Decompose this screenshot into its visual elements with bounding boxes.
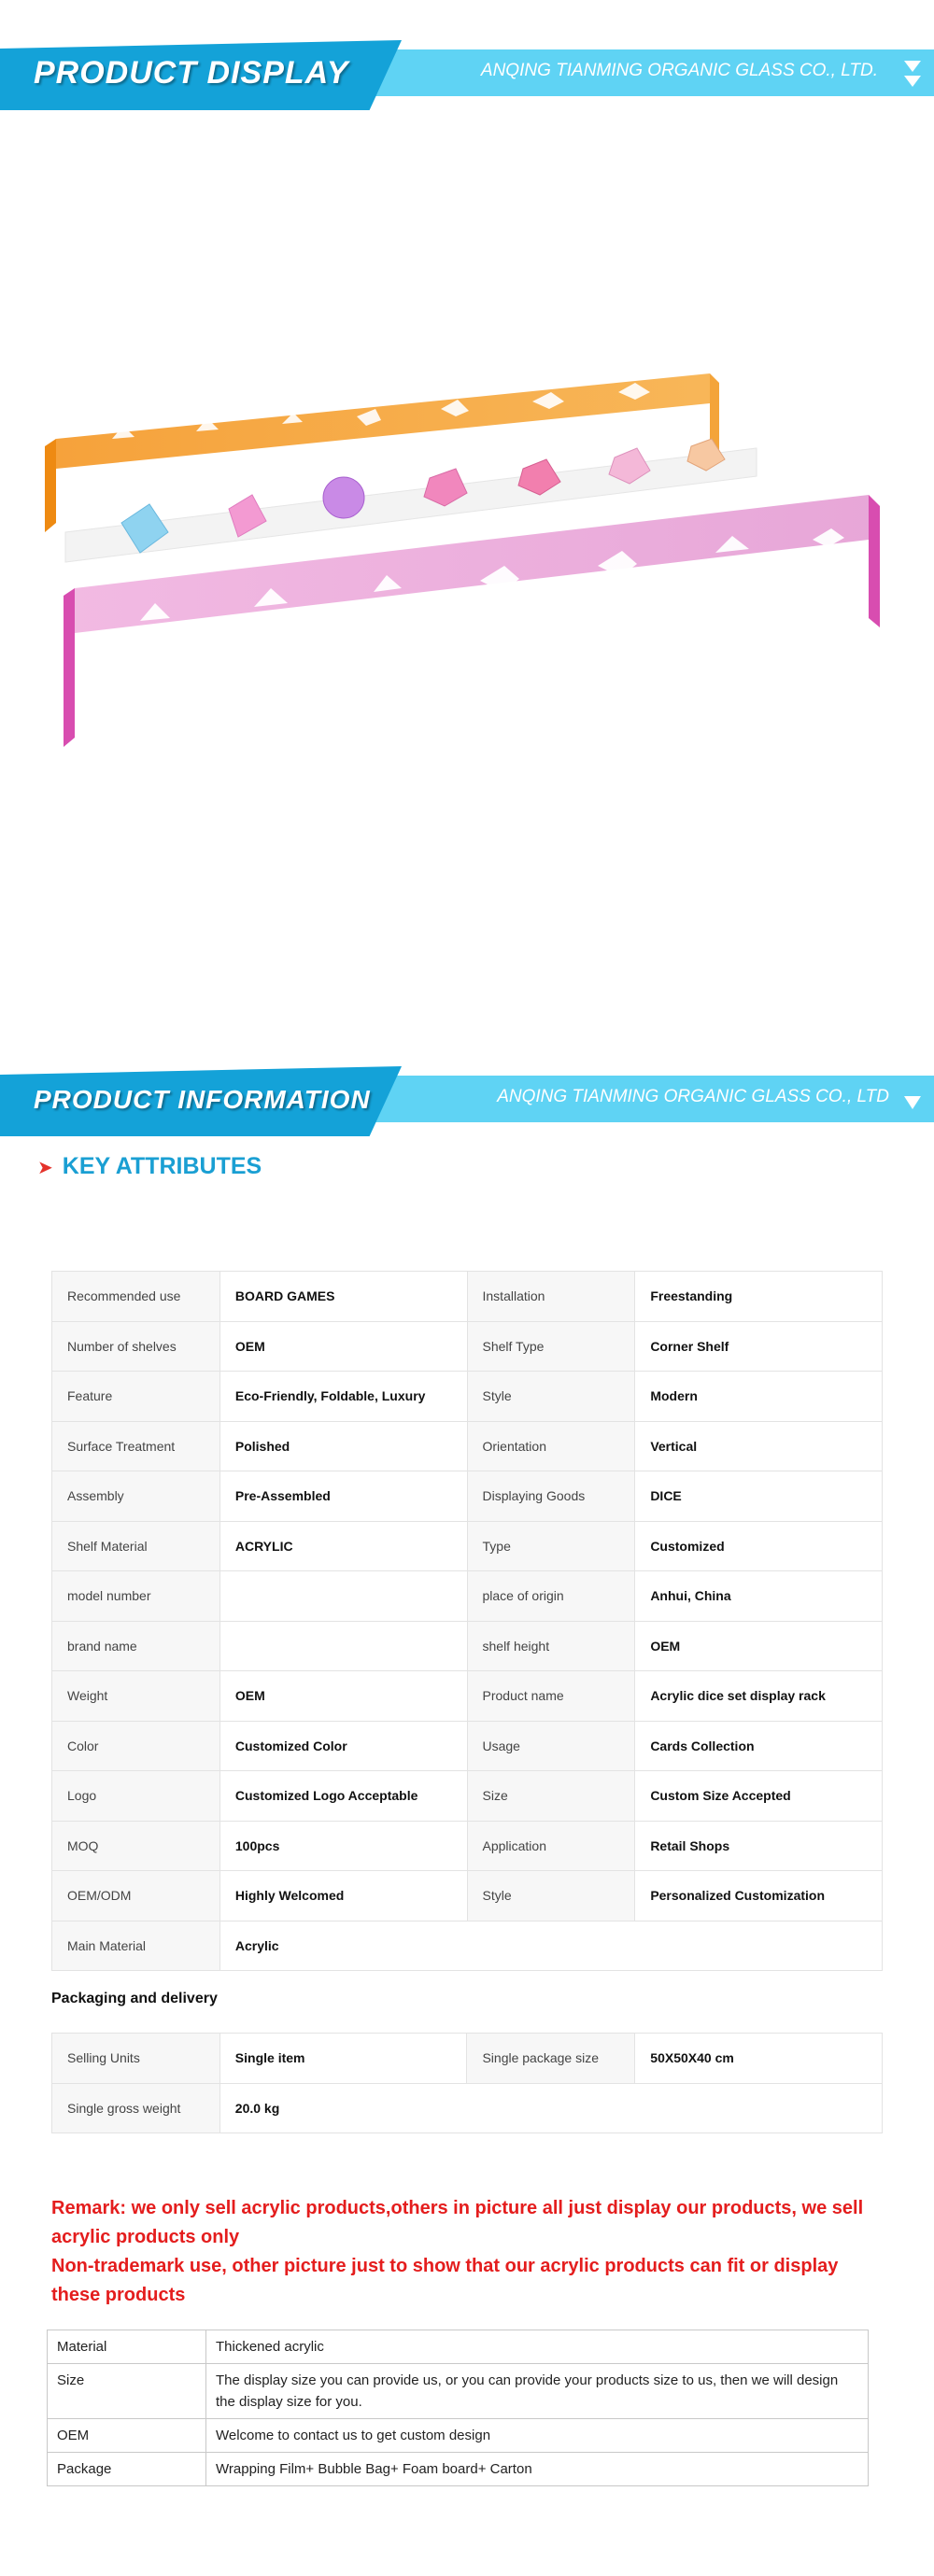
table-row	[52, 1921, 883, 1971]
banner-title: PRODUCT INFORMATION	[34, 1085, 371, 1114]
key-attributes-heading	[37, 1153, 262, 1180]
spec-key: Size	[48, 2364, 206, 2419]
table-row	[52, 1671, 883, 1722]
attribute-key: Style	[467, 1871, 635, 1921]
attribute-key: brand name	[52, 1621, 220, 1671]
table-row	[52, 1871, 883, 1921]
spec-value: Thickened acrylic	[206, 2330, 869, 2364]
remark-line-1: Remark: we only sell acrylic products,others in picture all just display our products, we sell acrylic products only	[51, 2198, 864, 2247]
spec-key: OEM	[48, 2419, 206, 2453]
table-row	[52, 2034, 883, 2084]
packaging-heading: Packaging and delivery	[51, 1991, 218, 2006]
banner-title: PRODUCT DISPLAY	[34, 55, 349, 91]
attribute-value: Custom Size Accepted	[635, 1771, 883, 1822]
banner-company: ANQING TIANMING ORGANIC GLASS CO., LTD.	[480, 61, 878, 80]
attribute-value: Pre-Assembled	[219, 1471, 467, 1522]
attribute-key: Displaying Goods	[467, 1471, 635, 1522]
table-row	[48, 2453, 869, 2486]
attribute-key: Style	[467, 1372, 635, 1422]
attribute-value: OEM	[635, 1621, 883, 1671]
table-row	[52, 1721, 883, 1771]
table-row	[52, 1372, 883, 1422]
packaging-table	[51, 2033, 883, 2133]
attribute-value: Highly Welcomed	[219, 1871, 467, 1921]
attribute-key: Application	[467, 1821, 635, 1871]
attribute-value	[219, 1571, 467, 1622]
attribute-value: OEM	[219, 1321, 467, 1372]
spec-key: Package	[48, 2453, 206, 2486]
attribute-key: place of origin	[467, 1571, 635, 1622]
attribute-value: Single item	[219, 2034, 467, 2084]
attribute-value: Freestanding	[635, 1272, 883, 1322]
attribute-value: BOARD GAMES	[219, 1272, 467, 1322]
attribute-key: Number of shelves	[52, 1321, 220, 1372]
spec-table	[47, 2330, 869, 2486]
attribute-value: Anhui, China	[635, 1571, 883, 1622]
attribute-value: DICE	[635, 1471, 883, 1522]
attribute-value: OEM	[219, 1671, 467, 1722]
attribute-key: Size	[467, 1771, 635, 1822]
product-photo-acrylic-dice-racks	[37, 355, 897, 784]
table-row	[52, 1571, 883, 1622]
attribute-key: shelf height	[467, 1621, 635, 1671]
product-display-banner	[0, 40, 934, 110]
attribute-key: Usage	[467, 1721, 635, 1771]
attribute-value: Retail Shops	[635, 1821, 883, 1871]
attribute-key: Weight	[52, 1671, 220, 1722]
spec-value: Wrapping Film+ Bubble Bag+ Foam board+ Carton	[206, 2453, 869, 2486]
attribute-key: Logo	[52, 1771, 220, 1822]
table-row	[52, 2083, 883, 2133]
attribute-value: Customized	[635, 1521, 883, 1571]
attribute-value: Customized Logo Acceptable	[219, 1771, 467, 1822]
attribute-key: Selling Units	[52, 2034, 220, 2084]
attribute-key: Single package size	[467, 2034, 635, 2084]
chevron-down-icon	[902, 1081, 923, 1122]
table-row	[52, 1471, 883, 1522]
attribute-key: Surface Treatment	[52, 1421, 220, 1471]
table-row	[52, 1521, 883, 1571]
remark-line-2: Non-trademark use, other picture just to show that our acrylic products can fit or display these products	[51, 2256, 839, 2305]
attribute-value: ACRYLIC	[219, 1521, 467, 1571]
table-row	[52, 1421, 883, 1471]
attribute-value: Modern	[635, 1372, 883, 1422]
attribute-value: Cards Collection	[635, 1721, 883, 1771]
attribute-key: Product name	[467, 1671, 635, 1722]
table-row	[52, 1321, 883, 1372]
attribute-value: Customized Color	[219, 1721, 467, 1771]
double-chevron-down-icon	[902, 55, 923, 96]
attribute-value	[219, 1621, 467, 1671]
attribute-value: Polished	[219, 1421, 467, 1471]
spec-value: The display size you can provide us, or you can provide your products size to us, then we will design the display size for you.	[206, 2364, 869, 2419]
product-information-banner	[0, 1066, 934, 1136]
attribute-value: 50X50X40 cm	[635, 2034, 883, 2084]
banner-company: ANQING TIANMING ORGANIC GLASS CO., LTD	[497, 1087, 889, 1106]
remark-text	[51, 2194, 873, 2310]
table-row	[52, 1621, 883, 1671]
attribute-key: Single gross weight	[52, 2083, 220, 2133]
attribute-value: Corner Shelf	[635, 1321, 883, 1372]
attribute-key: Recommended use	[52, 1272, 220, 1322]
spec-key: Material	[48, 2330, 206, 2364]
attribute-value: Acrylic dice set display rack	[635, 1671, 883, 1722]
key-attributes-table	[51, 1271, 883, 1971]
attribute-value: Eco-Friendly, Foldable, Luxury	[219, 1372, 467, 1422]
attribute-key: Shelf Type	[467, 1321, 635, 1372]
table-row	[52, 1771, 883, 1822]
attribute-key: OEM/ODM	[52, 1871, 220, 1921]
attribute-value: 100pcs	[219, 1821, 467, 1871]
attribute-key: Type	[467, 1521, 635, 1571]
table-row	[48, 2364, 869, 2419]
attribute-key: model number	[52, 1571, 220, 1622]
attribute-key: MOQ	[52, 1821, 220, 1871]
table-row	[52, 1272, 883, 1322]
attribute-key: Orientation	[467, 1421, 635, 1471]
spec-value: Welcome to contact us to get custom design	[206, 2419, 869, 2453]
attribute-value: Personalized Customization	[635, 1871, 883, 1921]
table-row	[48, 2419, 869, 2453]
attribute-value: Vertical	[635, 1421, 883, 1471]
table-row	[48, 2330, 869, 2364]
attribute-key: Shelf Material	[52, 1521, 220, 1571]
arrow-right-icon: ➤	[37, 1158, 53, 1178]
attribute-key: Assembly	[52, 1471, 220, 1522]
attribute-key: Main Material	[52, 1921, 220, 1971]
attribute-key: Feature	[52, 1372, 220, 1422]
table-row	[52, 1821, 883, 1871]
key-attributes-title: KEY ATTRIBUTES	[62, 1153, 262, 1179]
attribute-value: Acrylic	[219, 1921, 882, 1971]
attribute-key: Installation	[467, 1272, 635, 1322]
attribute-value: 20.0 kg	[219, 2083, 882, 2133]
attribute-key: Color	[52, 1721, 220, 1771]
